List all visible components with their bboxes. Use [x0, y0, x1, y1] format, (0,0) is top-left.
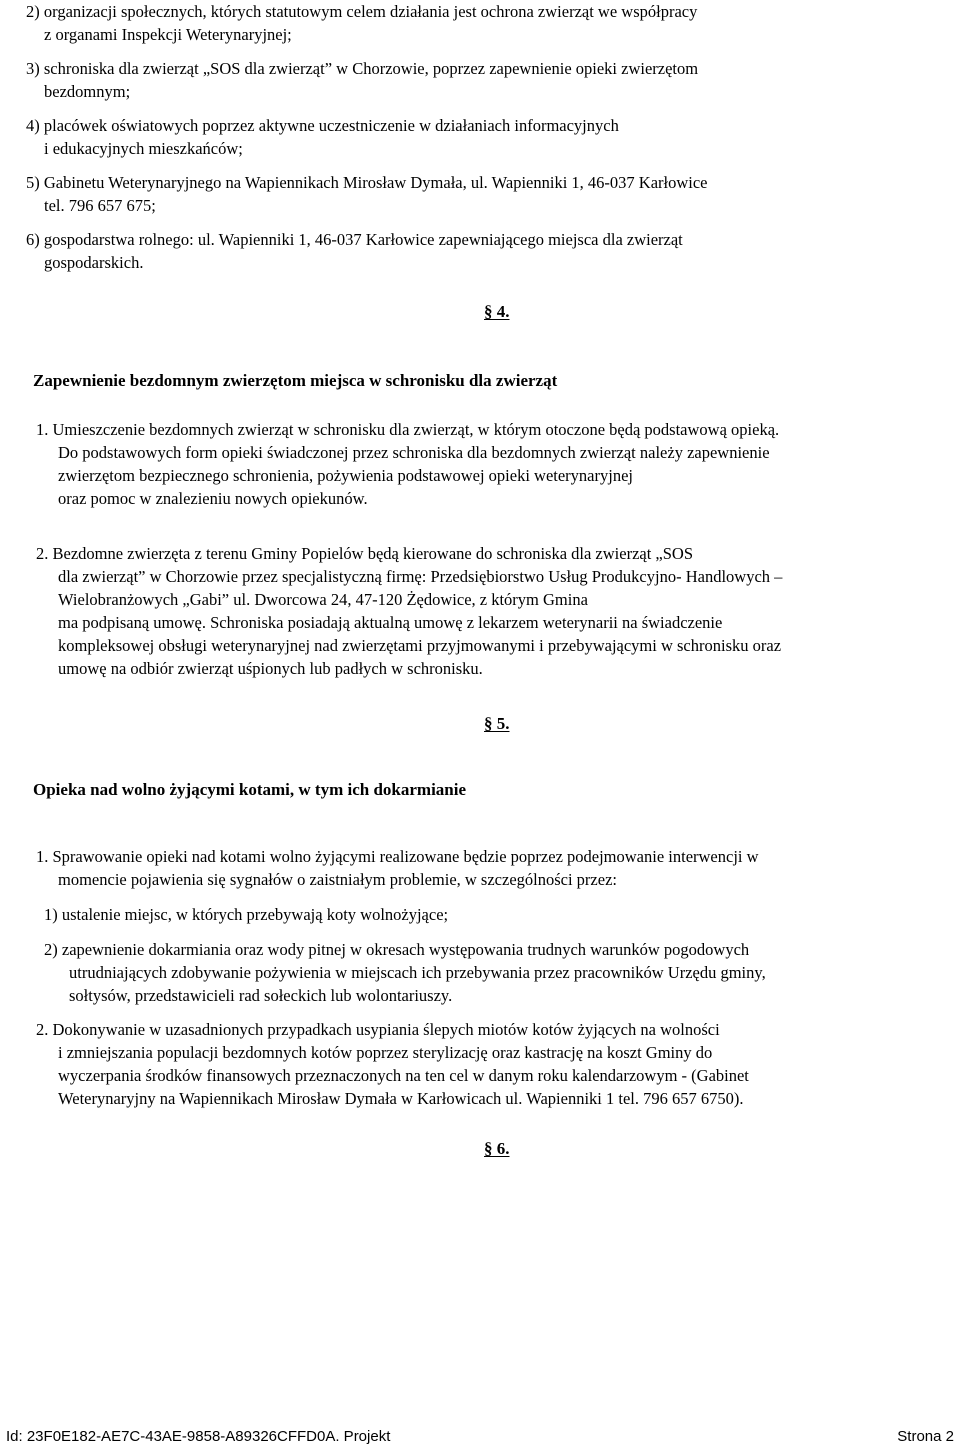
list-item-3: [26, 57, 698, 103]
section-5-paragraph-2: [36, 1018, 749, 1110]
list-item-2-line2: z organami Inspekcji Weterynaryjnej;: [44, 25, 292, 44]
list-item-2-line1: 2) organizacji społecznych, których statutowym celem działania jest ochrona zwierząt we współpracy: [26, 2, 698, 21]
section-6-number: § 6.: [484, 1139, 510, 1158]
section-4-paragraph-1: [36, 418, 779, 510]
section-4-p1-line3: zwierzętom bezpiecznego schronienia, pożywienia podstawowej opieki weterynaryjnej: [58, 466, 633, 485]
list-item-4-line2: i edukacyjnych mieszkańców;: [44, 139, 243, 158]
section-4-title: Zapewnienie bezdomnym zwierzętom miejsca w schronisku dla zwierząt: [33, 371, 558, 390]
list-item-6-line1: 6) gospodarstwa rolnego: ul. Wapienniki 1, 46-037 Karłowice zapewniającego miejsca dla zwierząt: [26, 230, 683, 249]
section-5-paragraph-1: [36, 845, 759, 891]
section-5-number: § 5.: [484, 714, 510, 733]
list-item-5-line2: tel. 796 657 675;: [44, 196, 156, 215]
section-5-p2-line3: wyczerpania środków finansowych przeznaczonych na ten cel w danym roku kalendarzowym - (Gabinet: [58, 1066, 749, 1085]
section-4-p2-line6: umowę na odbiór zwierząt uśpionych lub padłych w schronisku.: [58, 659, 483, 678]
section-4-p2-line5: kompleksowej obsługi weterynaryjnej nad zwierzętami przyjmowanymi i przebywającymi w schronisku oraz: [58, 636, 782, 655]
list-item-3-line1: 3) schroniska dla zwierząt „SOS dla zwierząt” w Chorzowie, poprzez zapewnienie opieki zwierzętom: [26, 59, 699, 78]
section-5-sub1-line1: 1) ustalenie miejsc, w których przebywają koty wolnożyjące;: [44, 905, 449, 924]
list-item-5: [26, 171, 708, 217]
list-item-5-line1: 5) Gabinetu Weterynaryjnego na Wapiennikach Mirosław Dymała, ul. Wapienniki 1, 46-037 Karłowice: [26, 173, 708, 192]
list-item-6: [26, 228, 683, 274]
section-5-sub2-line3: sołtysów, przedstawicieli rad sołeckich lub wolontariuszy.: [69, 986, 453, 1005]
list-item-4-line1: 4) placówek oświatowych poprzez aktywne uczestniczenie w działaniach informacyjnych: [26, 116, 619, 135]
section-4-p1-line2: Do podstawowych form opieki świadczonej przez schroniska dla bezdomnych zwierząt należy zapewnienie: [58, 443, 770, 462]
section-5-sub2-line2: utrudniających zdobywanie pożywienia w miejscach ich przebywania przez pracowników Urzędu gminy,: [69, 963, 766, 982]
section-5-p1-line2: momencie pojawienia się sygnałów o zaistniałym problemie, w szczególności przez:: [58, 870, 617, 889]
section-5-sub-item-1: [44, 903, 448, 926]
section-5-sub-item-2: [44, 938, 766, 1007]
section-4-p2-line3: Wielobranżowych „Gabi” ul. Dworcowa 24, 47-120 Żędowice, z którym Gmina: [58, 590, 588, 609]
list-item-2: [26, 0, 697, 46]
list-item-3-line2: bezdomnym;: [44, 82, 131, 101]
section-4-paragraph-2: [36, 542, 782, 680]
section-5-p1-line1: 1. Sprawowanie opieki nad kotami wolno żyjącymi realizowane będzie poprzez podejmowanie interwencji w: [36, 847, 759, 866]
section-5-sub2-line1: 2) zapewnienie dokarmiania oraz wody pitnej w okresach występowania trudnych warunków pogodowych: [44, 940, 750, 959]
section-5-p2-line4: Weterynaryjny na Wapiennikach Mirosław Dymała w Karłowicach ul. Wapienniki 1 tel. 796 657 6750).: [58, 1089, 744, 1108]
document-id: Id: 23F0E182-AE7C-43AE-9858-A89326CFFD0A. Projekt: [6, 1428, 391, 1445]
section-4-number: § 4.: [484, 302, 510, 321]
section-4-p2-line4: ma podpisaną umowę. Schroniska posiadają aktualną umowę z lekarzem weterynarii na świadczenie: [58, 613, 723, 632]
section-5-p2-line1: 2. Dokonywanie w uzasadnionych przypadkach usypiania ślepych miotów kotów żyjących na wolności: [36, 1020, 720, 1039]
list-item-4: [26, 114, 619, 160]
section-4-p1-line4: oraz pomoc w znalezieniu nowych opiekunów.: [58, 489, 368, 508]
section-5-p2-line2: i zmniejszania populacji bezdomnych kotów poprzez sterylizację oraz kastrację na koszt Gminy do: [58, 1043, 713, 1062]
section-5-title: Opieka nad wolno żyjącymi kotami, w tym ich dokarmianie: [33, 780, 467, 799]
section-4-p1-line1: 1. Umieszczenie bezdomnych zwierząt w schronisku dla zwierząt, w którym otoczone będą podstawową opieką.: [36, 420, 780, 439]
page-number: Strona 2: [897, 1428, 954, 1445]
list-item-6-line2: gospodarskich.: [44, 253, 144, 272]
section-4-p2-line1: 2. Bezdomne zwierzęta z terenu Gminy Popielów będą kierowane do schroniska dla zwierząt „SOS: [36, 544, 694, 563]
section-4-p2-line2: dla zwierząt” w Chorzowie przez specjalistyczną firmę: Przedsiębiorstwo Usług Produkcyjno- Handlowych –: [58, 567, 783, 586]
